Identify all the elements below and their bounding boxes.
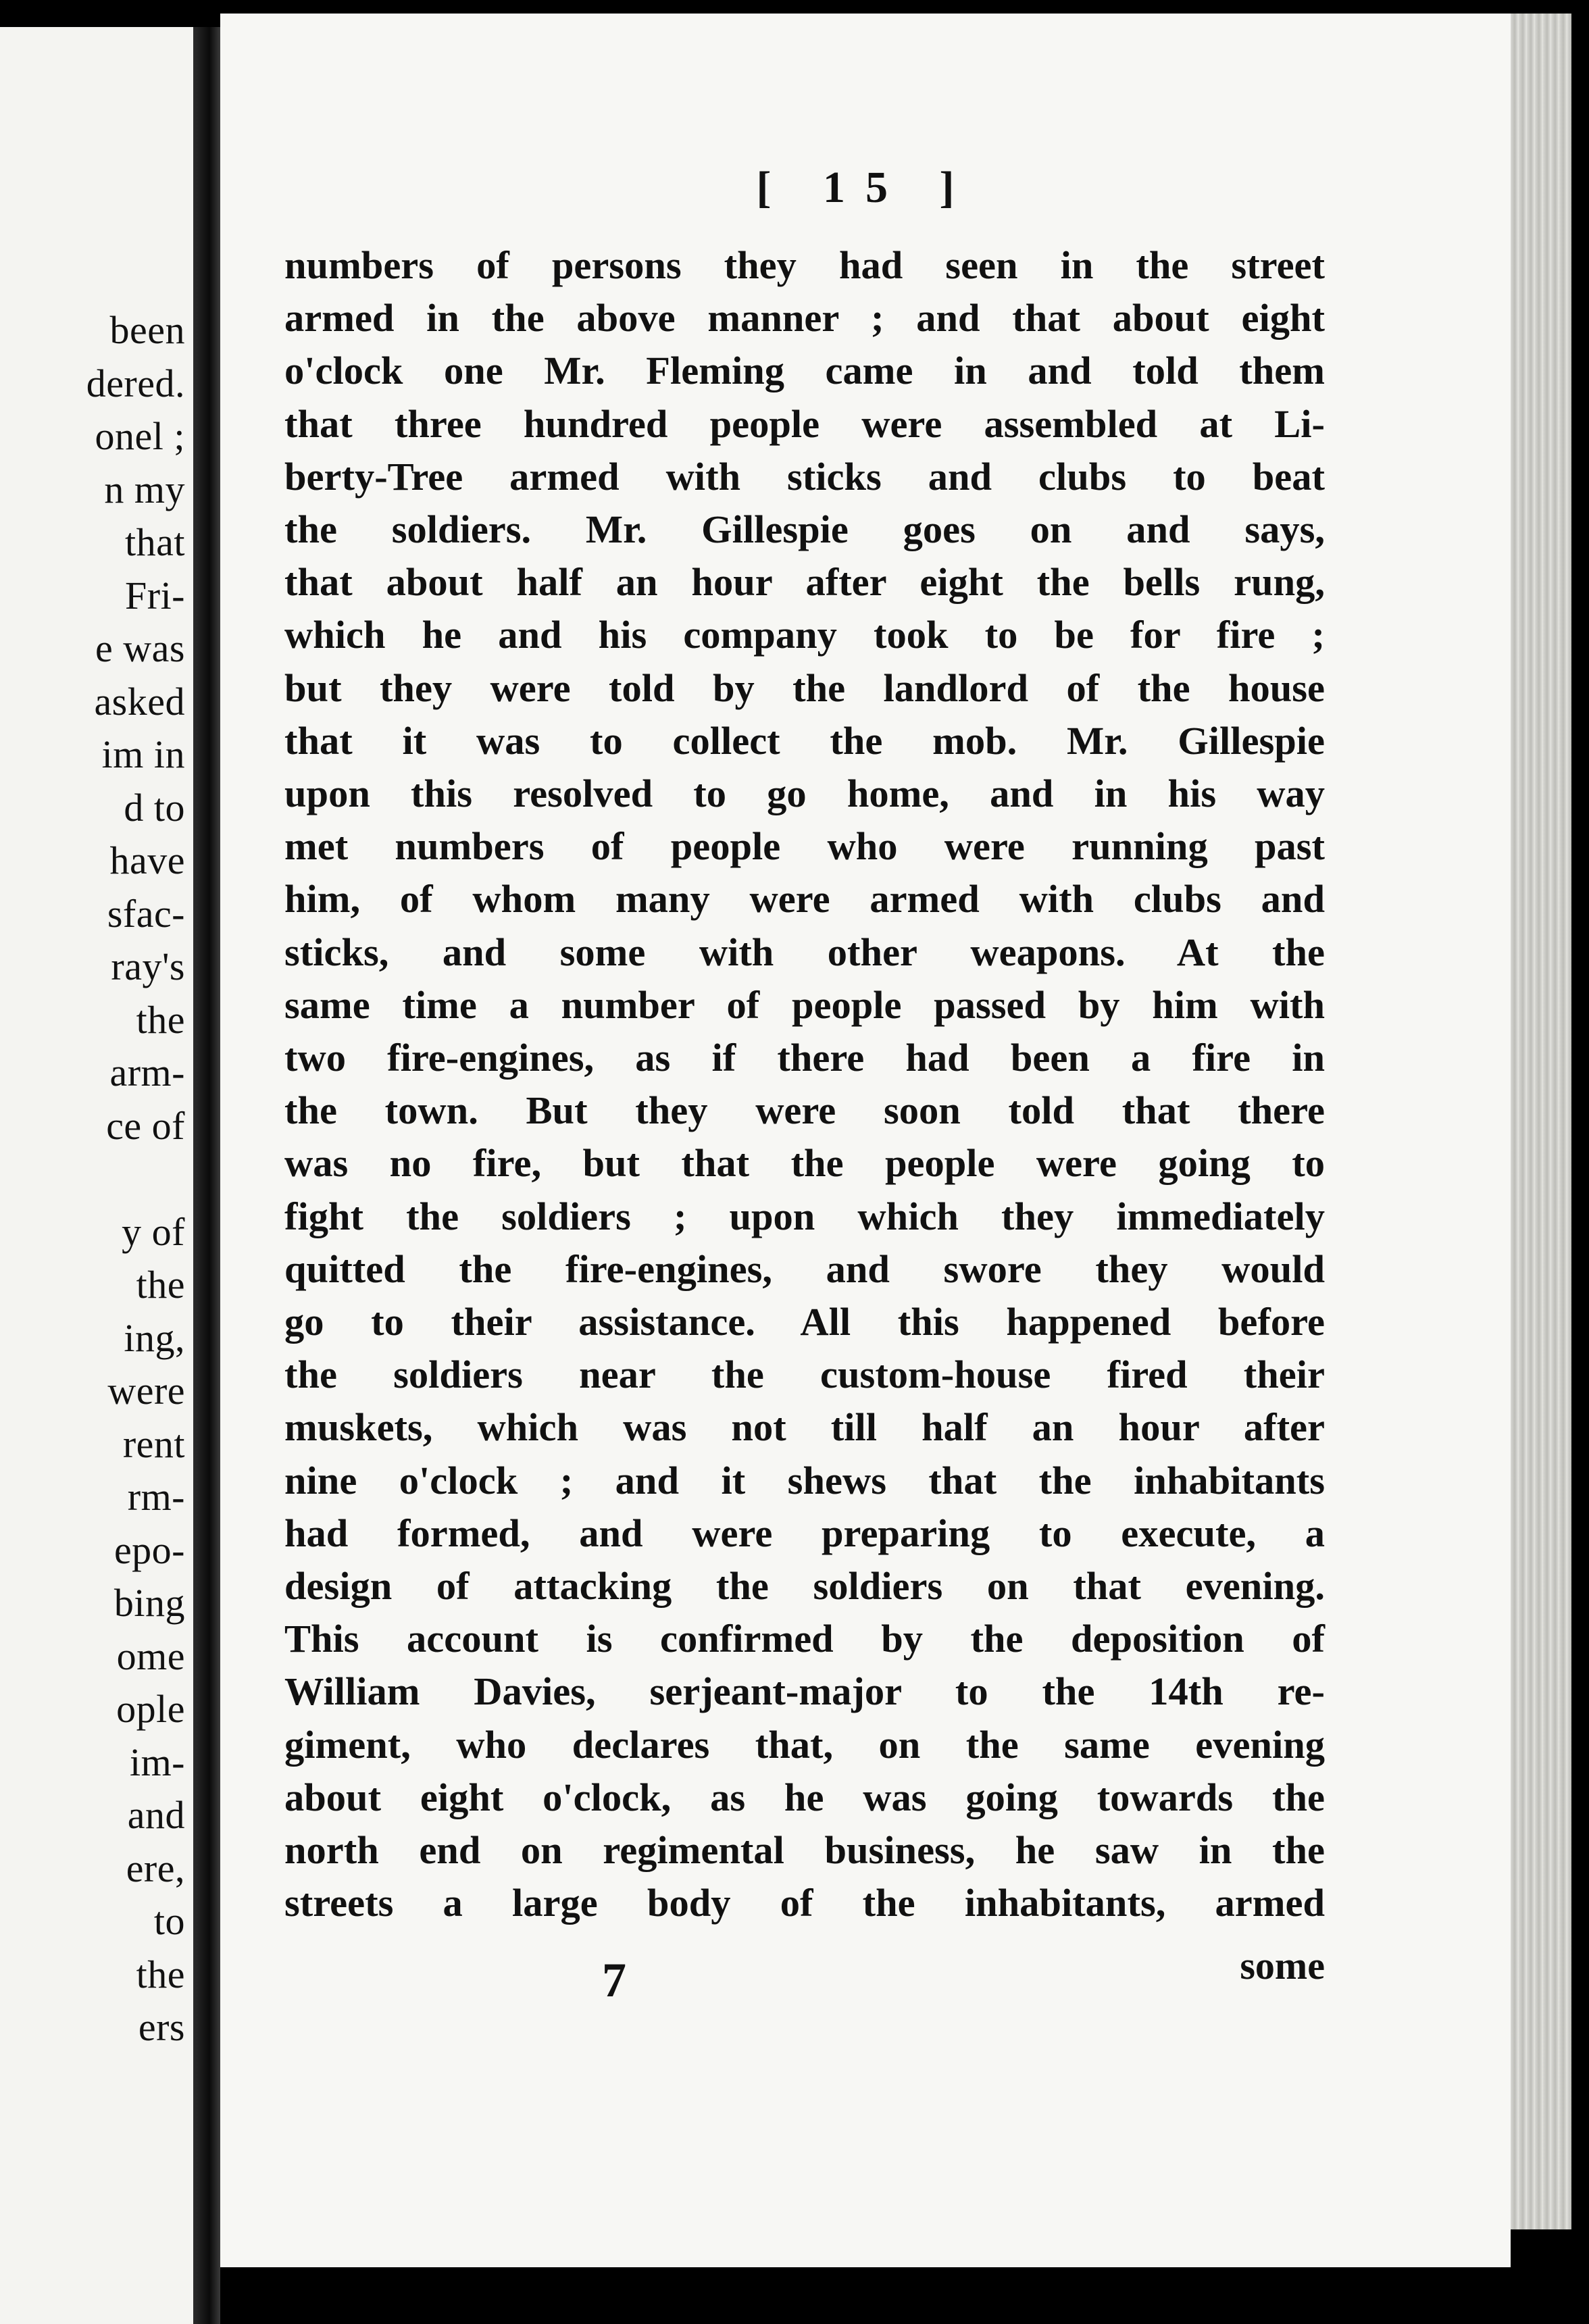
facing-text-fragment: dered. — [86, 361, 185, 405]
facing-text-fragment: to — [153, 1899, 185, 1943]
text-line: This account is confirmed by the deposition of — [284, 1617, 1325, 1661]
facing-text-fragment: Fri- — [125, 573, 185, 617]
facing-text-fragment — [86, 1153, 185, 1206]
text-line: upon this resolved to go home, and in his way — [284, 772, 1325, 816]
page-body-text — [284, 239, 1325, 1930]
facing-text-fragment: n my — [104, 467, 185, 511]
text-line: go to their assistance. All this happened before — [284, 1300, 1325, 1344]
text-line: design of attacking the soldiers on that evening. — [284, 1564, 1325, 1609]
facing-page-fragment — [0, 27, 193, 2324]
text-line: met numbers of people who were running past — [284, 824, 1325, 869]
text-line: numbers of persons they had seen in the street — [284, 243, 1325, 287]
page-number: [ 15 ] — [756, 163, 975, 212]
text-line: that it was to collect the mob. Mr. Gillespie — [284, 718, 1325, 763]
text-line: quitted the fire-engines, and swore they would — [284, 1246, 1325, 1291]
page-footer — [284, 1944, 1325, 2013]
text-line: north end on regimental business, he saw in the — [284, 1828, 1325, 1873]
facing-text-fragment: ce of — [106, 1103, 185, 1148]
text-line: nine o'clock ; and it shews that the inhabitants — [284, 1458, 1325, 1502]
text-line: but they were told by the landlord of the house — [284, 665, 1325, 710]
facing-text-fragment: the — [136, 1263, 185, 1307]
facing-text-fragment: ome — [116, 1634, 185, 1678]
text-line: the soldiers. Mr. Gillespie goes on and says, — [284, 507, 1325, 552]
facing-text-fragment: and — [127, 1793, 185, 1837]
facing-text-fragment: the — [136, 997, 185, 1042]
facing-text-fragment: have — [109, 838, 185, 882]
text-line: which he and his company took to be for fire ; — [284, 613, 1325, 657]
text-line: was no fire, but that the people were going to — [284, 1141, 1325, 1186]
facing-text-fragment: asked — [94, 679, 185, 724]
facing-text-fragment: rm- — [127, 1475, 185, 1519]
text-line: that about half an hour after eight the bells rung, — [284, 560, 1325, 605]
facing-text-fragment: im- — [129, 1740, 185, 1784]
text-line: o'clock one Mr. Fleming came in and told them — [284, 349, 1325, 393]
facing-text-fragment: ray's — [111, 944, 185, 988]
text-line: that three hundred people were assembled at Li- — [284, 401, 1325, 446]
facing-text-fragment: e was — [95, 626, 185, 670]
facing-text-fragment: sfac- — [107, 891, 185, 936]
facing-text-fragment: the — [136, 1952, 185, 1996]
facing-text-fragment: d to — [124, 785, 185, 830]
facing-text-fragment: onel ; — [95, 414, 185, 458]
text-line: two fire-engines, as if there had been a fire in — [284, 1036, 1325, 1080]
facing-text-fragment: ing, — [124, 1315, 185, 1360]
signature-mark: 7 — [602, 1953, 626, 2007]
text-line: muskets, which was not till half an hour after — [284, 1405, 1325, 1450]
page-edges — [1511, 14, 1571, 2229]
facing-text-fragment: ere, — [126, 1846, 185, 1890]
text-line: fight the soldiers ; upon which they immediately — [284, 1194, 1325, 1238]
text-line: about eight o'clock, as he was going towards the — [284, 1775, 1325, 1819]
text-line: had formed, and were preparing to execute, a — [284, 1511, 1325, 1555]
facing-text-fragment: been — [109, 308, 185, 352]
facing-text-fragment: were — [107, 1369, 185, 1413]
book-gutter — [193, 27, 220, 2324]
book-page — [220, 14, 1511, 2267]
facing-text-fragment: that — [125, 520, 185, 564]
text-line: the town. But they were soon told that there — [284, 1088, 1325, 1133]
catchword: some — [1240, 1944, 1325, 1988]
facing-text-fragment: ers — [138, 2005, 185, 2049]
text-line: same time a number of people passed by him with — [284, 982, 1325, 1027]
text-line: berty-Tree armed with sticks and clubs to beat — [284, 454, 1325, 499]
facing-text-fragment: im in — [101, 732, 185, 776]
facing-text-fragment: epo- — [114, 1527, 185, 1572]
facing-text-fragment: ople — [116, 1687, 185, 1731]
text-line: giment, who declares that, on the same evening — [284, 1722, 1325, 1767]
facing-text-fragment: rent — [122, 1421, 185, 1466]
text-line: streets a large body of the inhabitants, armed — [284, 1881, 1325, 1925]
text-line: him, of whom many were armed with clubs and — [284, 877, 1325, 921]
text-line: the soldiers near the custom-house fired their — [284, 1353, 1325, 1397]
facing-text-fragment: arm- — [109, 1051, 185, 1094]
text-line: armed in the above manner ; and that about eight — [284, 296, 1325, 340]
facing-text-fragment: y of — [122, 1209, 185, 1254]
facing-page-text — [86, 304, 185, 2054]
text-line: sticks, and some with other weapons. At the — [284, 930, 1325, 974]
text-line: William Davies, serjeant-major to the 14th re- — [284, 1669, 1325, 1714]
facing-text-fragment: bing — [114, 1581, 185, 1625]
